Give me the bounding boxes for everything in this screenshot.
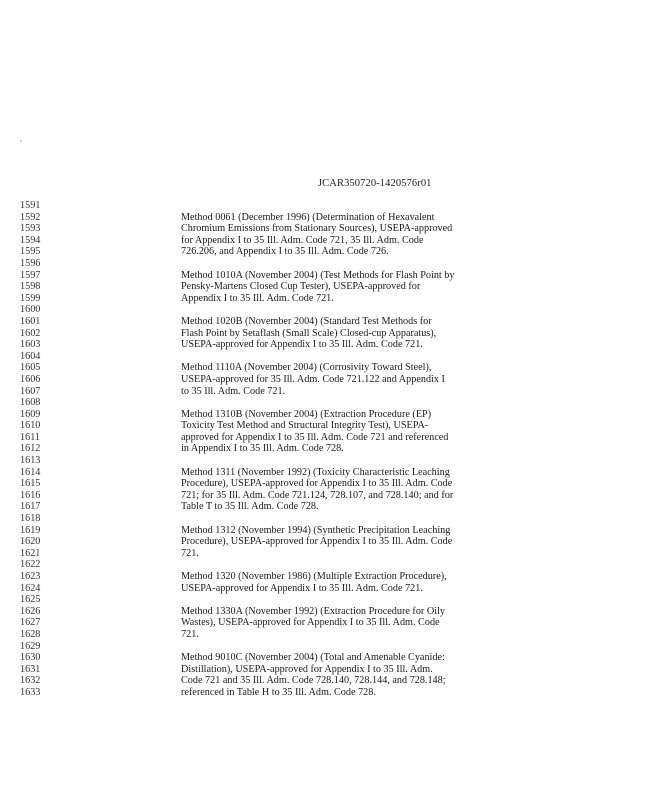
line-text: Procedure), USEPA-approved for Appendix I to 35 Ill. Adm. Code xyxy=(181,478,453,490)
line-text: Method 1010A (November 2004) (Test Methods for Flash Point by xyxy=(181,269,455,281)
line-text: approved for Appendix I to 35 Ill. Adm. Code 721 and referenced xyxy=(181,431,449,443)
line-number: 1624 xyxy=(20,582,41,594)
line-number: 1614 xyxy=(20,466,41,478)
text-line xyxy=(0,362,671,374)
text-line xyxy=(0,559,671,571)
line-number: 1601 xyxy=(20,315,41,327)
text-line xyxy=(0,548,671,560)
line-text: Code 721 and 35 Ill. Adm. Code 728.140, 728.144, and 728.148; xyxy=(181,675,446,687)
line-text: Method 1020B (November 2004) (Standard Test Methods for xyxy=(181,315,432,327)
line-number: 1626 xyxy=(20,605,41,617)
line-text: Method 0061 (December 1996) (Determination of Hexavalent xyxy=(181,211,435,223)
text-line xyxy=(0,629,671,641)
line-text: in Appendix I to 35 Ill. Adm. Code 728. xyxy=(181,443,344,455)
line-text: Method 1310B (November 2004) (Extraction Procedure (EP) xyxy=(181,408,432,420)
line-number: 1619 xyxy=(20,524,41,536)
text-line xyxy=(0,223,671,235)
text-line xyxy=(0,409,671,421)
line-number: 1620 xyxy=(20,536,41,548)
line-number: 1603 xyxy=(20,339,41,351)
line-number: 1623 xyxy=(20,571,41,582)
text-line xyxy=(0,258,671,270)
document-id-header: JCAR350720-1420576r01 xyxy=(318,178,432,189)
line-number: 1617 xyxy=(20,501,41,513)
text-line xyxy=(0,293,671,305)
text-line xyxy=(0,328,671,340)
text-line xyxy=(0,594,671,606)
text-line xyxy=(0,501,671,513)
line-number: 1593 xyxy=(20,223,41,235)
line-text: for Appendix I to 35 Ill. Adm. Code 721, 35 Ill. Adm. Code xyxy=(181,234,424,246)
line-number: 1600 xyxy=(20,304,41,316)
line-number: 1615 xyxy=(20,478,41,490)
line-number: 1606 xyxy=(20,373,41,385)
text-line xyxy=(0,490,671,502)
line-text: 726.206, and Appendix I to 35 Ill. Adm. Code 726. xyxy=(181,246,389,258)
line-number: 1616 xyxy=(20,489,41,501)
line-number: 1604 xyxy=(20,350,41,362)
line-number: 1611 xyxy=(20,431,40,443)
text-line xyxy=(0,374,671,386)
line-number: 1625 xyxy=(20,594,41,606)
line-text: Method 1110A (November 2004) (Corrosivity Toward Steel), xyxy=(181,362,432,374)
numbered-text-body xyxy=(0,200,671,699)
text-line xyxy=(0,397,671,409)
line-number: 1612 xyxy=(20,443,41,455)
text-line xyxy=(0,478,671,490)
line-number: 1591 xyxy=(20,200,41,211)
line-number: 1598 xyxy=(20,281,41,293)
text-line xyxy=(0,606,671,618)
line-text: Toxicity Test Method and Structural Integrity Test), USEPA- xyxy=(181,420,429,432)
line-text: 721. xyxy=(181,547,199,559)
text-line xyxy=(0,420,671,432)
line-text: USEPA-approved for Appendix I to 35 Ill. Adm. Code 721. xyxy=(181,339,423,351)
text-line xyxy=(0,455,671,467)
text-line xyxy=(0,583,671,595)
line-text: USEPA-approved for Appendix I to 35 Ill. Adm. Code 721. xyxy=(181,582,423,594)
text-line xyxy=(0,212,671,224)
text-line xyxy=(0,235,671,247)
line-number: 1631 xyxy=(20,663,41,675)
text-line xyxy=(0,281,671,293)
line-number: 1602 xyxy=(20,327,41,339)
text-line xyxy=(0,536,671,548)
text-line xyxy=(0,525,671,537)
line-text: USEPA-approved for 35 Ill. Adm. Code 721.122 and Appendix I xyxy=(181,373,445,385)
line-text: 721; for 35 Ill. Adm. Code 721.124, 728.107, and 728.140; and for xyxy=(181,489,454,501)
line-text: referenced in Table H to 35 Ill. Adm. Code 728. xyxy=(181,686,376,698)
line-number: 1599 xyxy=(20,292,41,304)
line-text: Method 1312 (November 1994) (Synthetic Precipitation Leaching xyxy=(181,524,451,536)
line-number: 1596 xyxy=(20,257,41,269)
text-line xyxy=(0,687,671,699)
line-text: 721. xyxy=(181,628,199,640)
line-number: 1618 xyxy=(20,513,41,525)
line-number: 1622 xyxy=(20,559,41,571)
line-text: Method 1320 (November 1986) (Multiple Extraction Procedure), xyxy=(181,571,447,582)
line-number: 1597 xyxy=(20,269,41,281)
text-line xyxy=(0,443,671,455)
text-line xyxy=(0,675,671,687)
text-line xyxy=(0,617,671,629)
line-text: Table T to 35 Ill. Adm. Code 728. xyxy=(181,501,319,513)
line-number: 1632 xyxy=(20,675,41,687)
text-line xyxy=(0,467,671,479)
line-number: 1608 xyxy=(20,397,41,409)
line-text: Method 1330A (November 1992) (Extraction Procedure for Oily xyxy=(181,605,445,617)
line-number: 1627 xyxy=(20,617,41,629)
text-line xyxy=(0,432,671,444)
text-line xyxy=(0,316,671,328)
line-text: Wastes), USEPA-approved for Appendix I to 35 Ill. Adm. Code xyxy=(181,617,440,629)
line-number: 1605 xyxy=(20,362,41,374)
line-text: Flash Point by Setaflash (Small Scale) Closed-cup Apparatus), xyxy=(181,327,437,339)
line-text: to 35 Ill. Adm. Code 721. xyxy=(181,385,286,397)
text-line xyxy=(0,664,671,676)
line-number: 1629 xyxy=(20,640,41,652)
line-text: Method 1311 (November 1992) (Toxicity Characteristic Leaching xyxy=(181,466,450,478)
stray-mark: , xyxy=(20,134,22,143)
text-line xyxy=(0,200,671,212)
text-line xyxy=(0,246,671,258)
line-number: 1628 xyxy=(20,628,41,640)
text-line xyxy=(0,270,671,282)
text-line xyxy=(0,386,671,398)
line-number: 1592 xyxy=(20,211,41,223)
line-number: 1594 xyxy=(20,234,41,246)
line-number: 1610 xyxy=(20,420,41,432)
line-number: 1613 xyxy=(20,455,41,467)
line-text: Procedure), USEPA-approved for Appendix I to 35 Ill. Adm. Code xyxy=(181,536,453,548)
line-number: 1633 xyxy=(20,686,41,698)
text-line xyxy=(0,339,671,351)
line-text: Appendix I to 35 Ill. Adm. Code 721. xyxy=(181,292,334,304)
line-number: 1609 xyxy=(20,408,41,420)
line-text: Distillation), USEPA-approved for Appendix I to 35 Ill. Adm. xyxy=(181,663,433,675)
line-text: Method 9010C (November 2004) (Total and Amenable Cyanide: xyxy=(181,652,445,664)
text-line xyxy=(0,652,671,664)
line-number: 1595 xyxy=(20,246,41,258)
line-number: 1621 xyxy=(20,547,41,559)
line-text: Chromium Emissions from Stationary Sources), USEPA-approved xyxy=(181,223,453,235)
line-number: 1630 xyxy=(20,652,41,664)
text-line xyxy=(0,571,671,583)
line-text: Pensky-Martens Closed Cup Tester), USEPA-approved for xyxy=(181,281,421,293)
text-line xyxy=(0,351,671,363)
text-line xyxy=(0,304,671,316)
text-line xyxy=(0,641,671,653)
text-line xyxy=(0,513,671,525)
line-number: 1607 xyxy=(20,385,41,397)
